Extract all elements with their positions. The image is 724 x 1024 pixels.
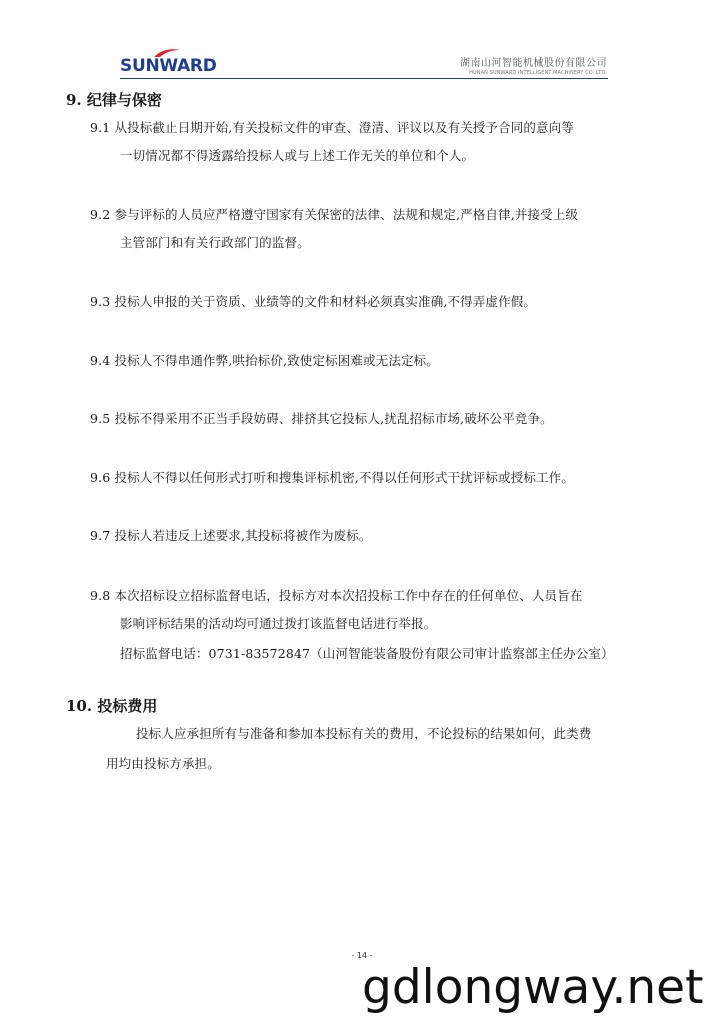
site-watermark: gdlongway.net [362,960,704,1015]
clause-9-2-line-1: 9.2 参与评标的人员应严格遵守国家有关保密的法律、法规和规定,严格自律,并接受上级 [90,207,579,222]
section-10-line-2: 用均由投标方承担。 [106,756,220,771]
clause-9-5: 9.5 投标不得采用不正当手段妨碍、排挤其它投标人,扰乱招标市场,破坏公平竞争。 [90,411,553,426]
clause-9-7: 9.7 投标人若违反上述要求,其投标将被作为废标。 [90,528,372,543]
company-name-en: HUNAN SUNWARD INTELLIGENT MACHINERY CO.,LTD. [469,70,607,76]
section-9-heading: 9. 纪律与保密 [66,91,162,109]
company-name-cn: 湖南山河智能机械股份有限公司 [460,58,607,69]
clause-9-1-line-2: 一切情况都不得透露给投标人或与上述工作无关的单位和个人。 [120,148,475,163]
clause-9-6: 9.6 投标人不得以任何形式打听和搜集评标机密,不得以任何形式干扰评标或授标工作。 [90,470,574,485]
clause-9-2-line-2: 主管部门和有关行政部门的监督。 [120,235,310,250]
sunward-logo [120,56,217,76]
section-10-heading: 10. 投标费用 [66,697,158,715]
logo-text: SUNWARD [120,56,217,76]
logo-swoosh-icon [152,47,182,59]
clause-9-3: 9.3 投标人申报的关于资质、业绩等的文件和材料必须真实准确,不得弄虚作假。 [90,294,537,309]
page-number: - 14 - [351,951,373,960]
clause-9-1-line-1: 9.1 从投标截止日期开始,有关投标文件的审查、澄清、评议以及有关授予合同的意向等 [90,120,574,135]
section-10-line-1: 投标人应承担所有与准备和参加本投标有关的费用，不论投标的结果如何，此类费 [136,726,592,741]
clause-9-4: 9.4 投标人不得串通作弊,哄抬标价,致使定标困难或无法定标。 [90,353,439,368]
supervision-hotline: 招标监督电话：0731-83572847（山河智能装备股份有限公司审计监察部主任办公室） [120,646,614,661]
header-divider [120,78,608,79]
page-header [0,0,724,80]
clause-9-8-line-2: 影响评标结果的活动均可通过拨打该监督电话进行举报。 [120,616,437,631]
clause-9-8-line-1: 9.8 本次招标设立招标监督电话，投标方对本次招投标工作中存在的任何单位、人员旨在 [90,588,583,603]
